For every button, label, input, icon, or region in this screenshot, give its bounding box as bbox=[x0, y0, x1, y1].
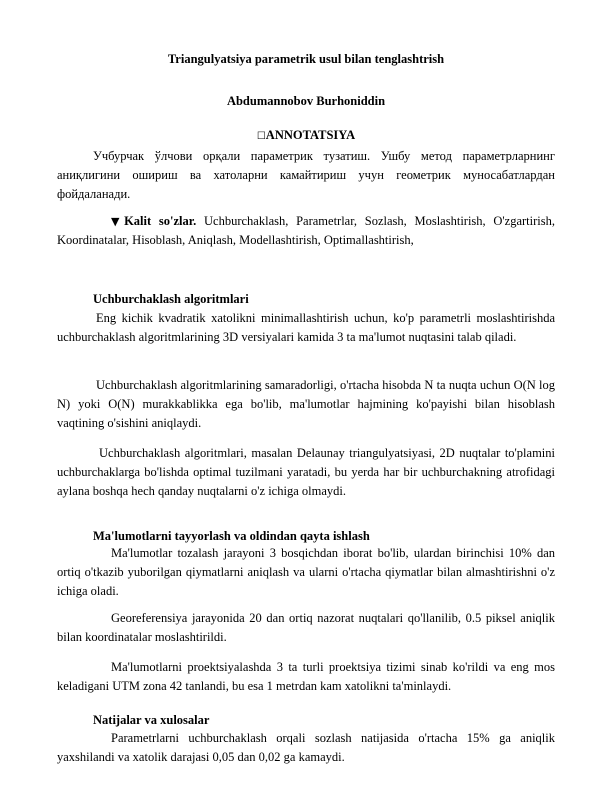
pin-icon: ▼ bbox=[111, 215, 125, 228]
box-glyph-icon: ☐ bbox=[256, 131, 266, 142]
annotation-heading-text: ANNOTATSIYA bbox=[265, 128, 356, 142]
paragraph: Ma'lumotlarni proektsiyalashda 3 ta turli proektsiya tizimi sinab ko'rildi va eng mos keladigani UTM zona 42 tanlandi, bu esa 1 metrdan kam xatolikni ta'minlaydi. bbox=[57, 660, 555, 694]
section-heading-algorithms: Uchburchaklash algoritmlari bbox=[93, 292, 249, 306]
annotation-heading bbox=[0, 128, 612, 143]
paper-title: Triangulyatsiya parametrik usul bilan tenglashtrish bbox=[167, 52, 445, 66]
keywords-label: Kalit so'zlar. bbox=[124, 214, 197, 228]
paragraph: Uchburchaklash algoritmlari, masalan Delaunay triangulyatsiyasi, 2D nuqtalar to'plamini uchburchaklarga bo'lishda optimal tuzilmani yaratadi, bu yerda har bir uchburchakning atrofidagi aylana boshqa hech qanday nuqtalarni o'z ichiga olmaydi. bbox=[57, 446, 555, 499]
paragraph: Ma'lumotlar tozalash jarayoni 3 bosqichdan iborat bo'lib, ulardan birinchisi 10% dan ortiq o'tkazib yuborilgan qiymatlarni aniqlash va ularni o'rtacha qiymatlar bilan almashtirishni o'z ichiga oladi. bbox=[57, 546, 555, 599]
keywords-paragraph bbox=[57, 212, 555, 250]
section-heading-data-prep: Ma'lumotlarni tayyorlash va oldindan qayta ishlash bbox=[93, 529, 370, 543]
paragraph: Georeferensiya jarayonida 20 dan ortiq nazorat nuqtalari qo'llanilib, 0.5 piksel aniqlik bilan koordinatalar moslashtirildi. bbox=[57, 611, 555, 645]
paragraph: Eng kichik kvadratik xatolikni minimallashtirish uchun, ko'p parametrli moslashtirishda uchburchaklash algoritmlarining 3D versiyalari kamida 3 ta ma'lumot nuqtasini talab qiladi. bbox=[57, 311, 555, 345]
author-name: Abdumannobov Burhoniddin bbox=[226, 94, 386, 108]
paragraph: Parametrlarni uchburchaklash orqali sozlash natijasida o'rtacha 15% ga aniqlik yaxshilandi va xatolik darajasi 0,05 dan 0,02 ga kamaydi. bbox=[57, 731, 555, 765]
keywords-text: Uchburchaklash, Parametrlar, Sozlash, Moslashtirish, O'zgartirish, Koordinatalar, Hisoblash, Aniqlash, Modellashtirish, Optimallashtirish, bbox=[57, 214, 556, 248]
annotation-text: Учбурчак ўлчови орқали параметрик тузатиш. Ушбу метод параметрларнинг аниқлигини ошириш ва хатоларни камайтириш учун геометрик муносабатлардан фойдаланади. bbox=[57, 149, 555, 202]
paragraph: Uchburchaklash algoritmlarining samaradorligi, o'rtacha hisobda N ta nuqta uchun O(N log N) yoki O(N) murakkablikka ega bo'lib, ma'lumotlar hajmining ko'payishi bilan hisoblash vaqtining o'sishini aniqlaydi. bbox=[57, 378, 555, 431]
section-heading-results: Natijalar va xulosalar bbox=[93, 713, 210, 727]
